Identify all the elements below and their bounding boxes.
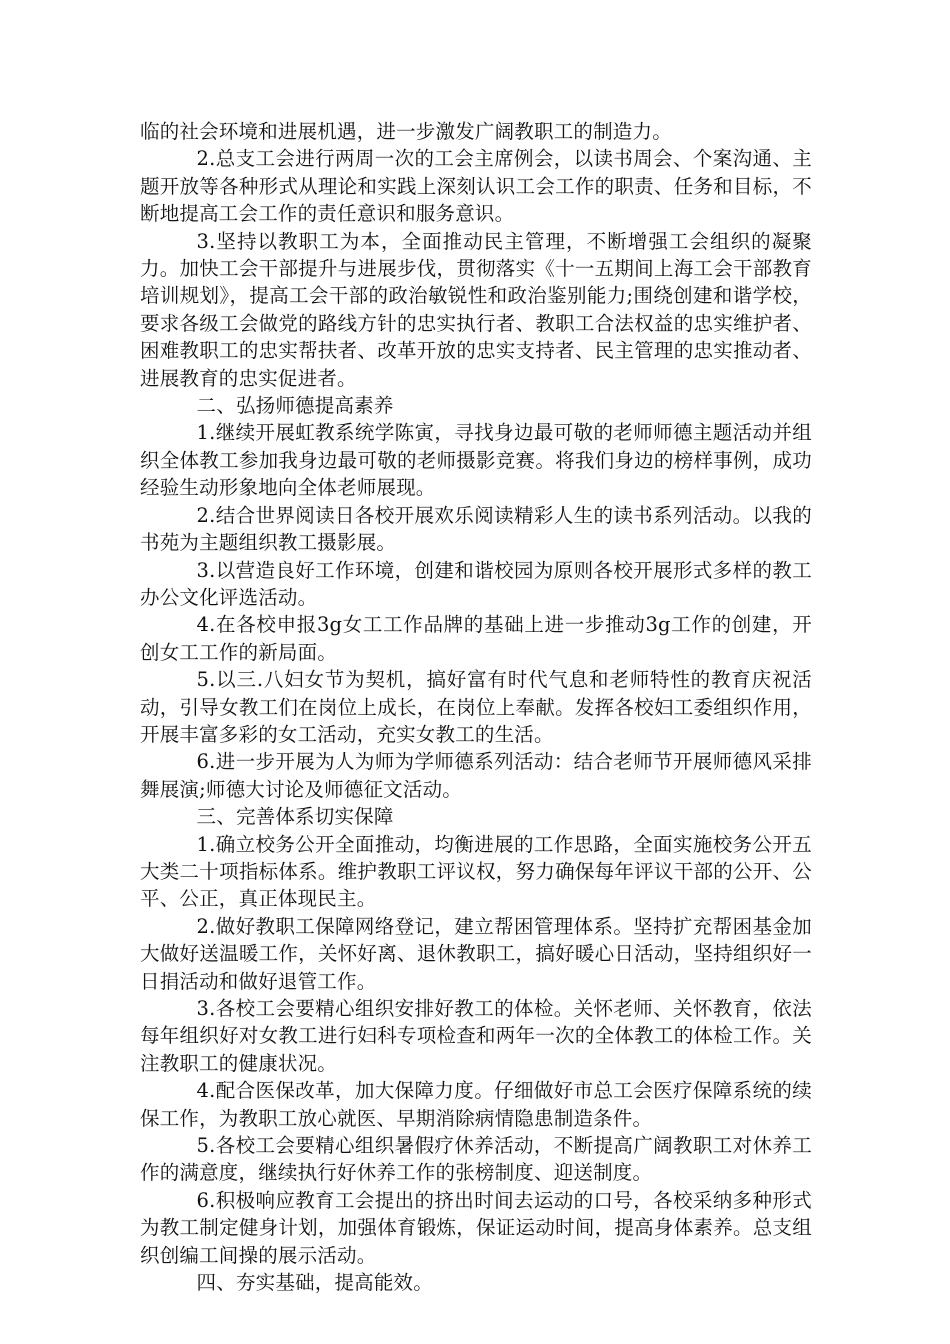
paragraph-3: 3.坚持以教职工为本，全面推动民主管理，不断增强工会组织的凝聚力。加快工会干部提升与进展步伐，贯彻落实《十一五期间上海工会干部教育培训规划》，提高工会干部的政治敏锐性和政治鉴别能力;围绕创建和谐学校，要求各级工会做党的路线方针的忠实执行者、教职工合法权益的忠实维护者、困难教职工的忠实帮扶者、改革开放的忠实支持者、民主管理的忠实推动者、进展教育的忠实促进者。 bbox=[140, 229, 812, 390]
section-heading-4: 四、夯实基础，提高能效。 bbox=[196, 1271, 433, 1295]
section-heading-2: 二、弘扬师德提高素养 bbox=[196, 394, 394, 418]
section-heading-3: 三、完善体系切实保障 bbox=[196, 805, 394, 829]
paragraph-5: 1.继续开展虹教系统学陈寅，寻找身边最可敬的老师师德主题活动并组织全体教工参加我身边最可敬的老师摄影竞赛。将我们身边的榜样事例，成功经验生动形象地向全体老师展现。 bbox=[140, 421, 812, 500]
paragraph-6: 2.结合世界阅读日各校开展欢乐阅读精彩人生的读书系列活动。以我的书苑为主题组织教工摄影展。 bbox=[140, 503, 812, 555]
paragraph-14: 3.各校工会要精心组织安排好教工的体检。关怀老师、关怀教育，依法每年组织好对女教工进行妇科专项检查和两年一次的全体教工的体检工作。关注教职工的健康状况。 bbox=[140, 997, 812, 1075]
paragraph-10: 6.进一步开展为人为师为学师德系列活动：结合老师节开展师德风采排舞展演;师德大讨论及师德征文活动。 bbox=[140, 750, 812, 801]
paragraph-16: 5.各校工会要精心组织暑假疗休养活动，不断提高广阔教职工对休养工作的满意度，继续执行好休养工作的张榜制度、迎送制度。 bbox=[140, 1134, 812, 1185]
paragraph-15: 4.配合医保改革，加大保障力度。仔细做好市总工会医疗保障系统的续保工作，为教职工放心就医、早期消除病情隐患制造条件。 bbox=[140, 1079, 812, 1130]
paragraph-17: 6.积极响应教育工会提出的挤出时间去运动的口号，各校采纳多种形式为教工制定健身计划，加强体育锻炼，保证运动时间，提高身体素养。总支组织创编工间操的展示活动。 bbox=[140, 1188, 812, 1267]
document-body bbox=[140, 118, 812, 1296]
paragraph-13: 2.做好教职工保障网络登记，建立帮困管理体系。坚持扩充帮困基金加大做好送温暖工作，关怀好离、退休教职工，搞好暖心日活动，坚持组织好一日捐活动和做好退管工作。 bbox=[140, 914, 812, 993]
paragraph-9: 5.以三.八妇女节为契机，搞好富有时代气息和老师特性的教育庆祝活动，引导女教工们在岗位上成长，在岗位上奉献。发挥各校妇工委组织作用，开展丰富多彩的女工活动，充实女教工的生活。 bbox=[140, 668, 812, 746]
paragraph-12: 1.确立校务公开全面推动，均衡进展的工作思路，全面实施校务公开五大类二十项指标体系。维护教职工评议权，努力确保每年评议干部的公开、公平、公正，真正体现民主。 bbox=[140, 832, 812, 911]
paragraph-1: 临的社会环境和进展机遇，进一步激发广阔教职工的制造力。 bbox=[140, 120, 672, 143]
paragraph-8: 4.在各校申报3g女工工作品牌的基础上进一步推动3g工作的创建，开创女工工作的新局面。 bbox=[140, 613, 812, 664]
paragraph-7: 3.以营造良好工作环境，创建和谐校园为原则各校开展形式多样的教工办公文化评选活动。 bbox=[140, 558, 812, 609]
paragraph-2: 2.总支工会进行两周一次的工会主席例会，以读书周会、个案沟通、主题开放等各种形式从理论和实践上深刻认识工会工作的职责、任务和目标，不断地提高工会工作的责任意识和服务意识。 bbox=[140, 147, 812, 226]
